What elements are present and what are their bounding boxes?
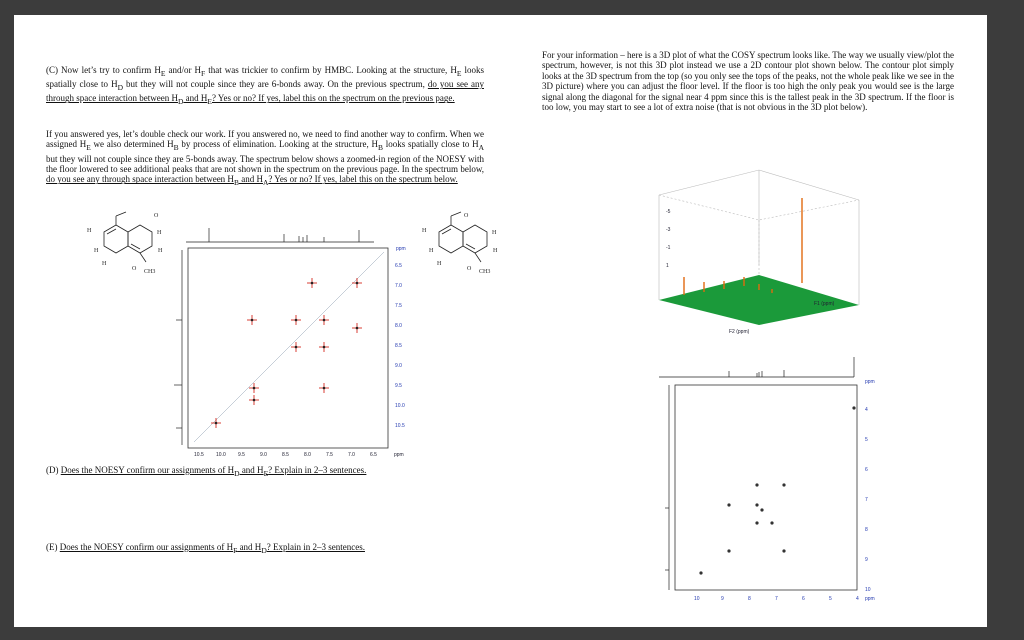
- svg-text:O: O: [132, 266, 137, 272]
- noesy-peak: [319, 315, 329, 325]
- cosy-2d-peak: [782, 549, 785, 552]
- svg-text:O: O: [154, 213, 159, 219]
- cosy-2d-peak: [755, 521, 758, 524]
- noesy-x-tick: 7.0: [348, 452, 355, 458]
- noesy-peak: [249, 395, 259, 405]
- noesy-y-tick: 7.0: [395, 283, 402, 289]
- cosy-2d-peak: [727, 549, 730, 552]
- cosy-2d-top-projection: [659, 357, 854, 377]
- cosy-2d-peak: [782, 483, 785, 486]
- noesy-x-unit: ppm: [394, 452, 404, 458]
- cosy-2d-peak: [760, 508, 763, 511]
- cosy-2d-y-tick: 6: [865, 467, 868, 473]
- cosy-3d-z-tick: -5: [666, 209, 671, 215]
- noesy-diagonal: [194, 252, 384, 442]
- noesy-peak: [307, 278, 317, 288]
- cosy-2d-y-tick: 4: [865, 407, 868, 413]
- noesy-x-tick: 9.0: [260, 452, 267, 458]
- cosy-2d-y-tick: 9: [865, 557, 868, 563]
- svg-text:H: H: [87, 228, 92, 234]
- svg-text:H: H: [157, 230, 162, 236]
- cosy-2d-x-unit: ppm: [865, 596, 875, 602]
- svg-text:H: H: [422, 228, 427, 234]
- noesy-y-unit: ppm: [396, 246, 406, 252]
- cosy-2d-y-tick: 8: [865, 527, 868, 533]
- cosy-2d-peak: [755, 503, 758, 506]
- followup-paragraph: If you answered yes, let’s double check our work. If you answered no, we need to find another way to confirm. When we assigned $H_E$ we also determined $H_B$ by process of elimination. Looking at the structure, $H_B$ looks spatially close to $H_A$ but they will not couple since they are 5-bonds away. The spectrum below shows a zoomed-in region of the NOESY with the floor lowered to see additional peaks that are not shown in the spectrum on the previous page. In the spectrum below, do you see any through space interaction between $H_B$ and $H_A$? Yes or no? If yes, label this on the spectrum below.: [46, 129, 484, 188]
- cosy-2d-x-tick: 4: [856, 596, 859, 602]
- cosy-3d-f1-label: F1 (ppm): [814, 301, 835, 307]
- document-page: [14, 15, 987, 627]
- noesy-y-tick: 10.5: [395, 423, 405, 429]
- question-d: (D) Does the NOESY confirm our assignments of $H_D$ and $H_E$? Explain in 2–3 sentences.: [46, 465, 367, 478]
- cosy-2d-peak: [852, 406, 855, 409]
- cosy-2d-y-tick: 10: [865, 587, 871, 593]
- cosy-2d-x-tick: 8: [748, 596, 751, 602]
- cosy-2d-y-unit: ppm: [865, 379, 875, 385]
- cosy-2d-y-tick: 7: [865, 497, 868, 503]
- noesy-x-tick: 10.0: [216, 452, 226, 458]
- cosy-2d-spectrum: [629, 355, 889, 605]
- noesy-x-tick: 6.5: [370, 452, 377, 458]
- molecule-structure-right: [409, 210, 509, 285]
- noesy-x-tick: 9.5: [238, 452, 245, 458]
- svg-text:H: H: [493, 248, 498, 254]
- noesy-peak: [319, 342, 329, 352]
- noesy-peak: [291, 315, 301, 325]
- noesy-y-tick: 8.5: [395, 343, 402, 349]
- noesy-x-tick: 10.5: [194, 452, 204, 458]
- info-paragraph: For your information – here is a 3D plot of what the COSY spectrum looks like. The way we usually view/plot the spectrum, however, is not this 3D plot instead we use a 2D contour plot shown below. The contour plot simply looks at the 3D spectrum from the top (so you only see the tops of the peaks, not the whole peak like we see in the 3D picture) where you can adjust the floor level. If the floor is too high the only peak you would see is the large signal along the diagonal for the signal near 4 ppm since this is the tallest peak in the 3D spectrum. If the floor is too low, you may start to see a lot of extra noise (that is not obvious in the 3D plot below).: [542, 50, 954, 113]
- cosy-2d-peak: [770, 521, 773, 524]
- cosy-3d-z-tick: 1: [666, 263, 669, 269]
- cosy-2d-x-tick: 7: [775, 596, 778, 602]
- cosy-3d-z-tick: -1: [666, 245, 671, 251]
- svg-text:H: H: [492, 230, 497, 236]
- cosy-2d-peak: [699, 571, 702, 574]
- noesy-y-tick: 9.5: [395, 383, 402, 389]
- svg-text:H: H: [94, 248, 99, 254]
- cosy-2d-left-projection: [665, 385, 669, 590]
- noesy-peak: [211, 418, 221, 428]
- noesy-peak: [352, 323, 362, 333]
- question-c-paragraph: (C) Now let’s try to confirm $H_E$ and/or $H_F$ that was trickier to confirm by HMBC. Looking at the structure, $H_E$ looks spatially close to $H_D$ but they will not couple since they are 6-bonds away. On the previous spectrum, do you see any through space interaction between $H_D$ and $H_E$? Yes or no? If yes, label this on the spectrum on the previous page.: [46, 65, 484, 107]
- cosy-3d-z-tick: -3: [666, 227, 671, 233]
- noesy-x-tick: 8.0: [304, 452, 311, 458]
- noesy-y-tick: 6.5: [395, 263, 402, 269]
- noesy-x-tick: 8.5: [282, 452, 289, 458]
- svg-text:CH3: CH3: [144, 269, 156, 275]
- cosy-3d-floor: [659, 275, 859, 325]
- molecule-structure-left: [74, 210, 174, 285]
- cosy-2d-x-tick: 10: [694, 596, 700, 602]
- cosy-3d-plot: [644, 155, 874, 340]
- svg-text:O: O: [467, 266, 472, 272]
- cosy-2d-peak: [727, 503, 730, 506]
- noesy-top-projection: [186, 228, 374, 242]
- cosy-2d-x-tick: 6: [802, 596, 805, 602]
- noesy-spectrum: [164, 220, 414, 460]
- noesy-peak: [249, 383, 259, 393]
- svg-text:H: H: [437, 261, 442, 267]
- cosy-2d-peak: [755, 483, 758, 486]
- cosy-3d-f2-label: F2 (ppm): [729, 329, 750, 335]
- cosy-2d-plot-frame: [675, 385, 857, 590]
- noesy-peak: [319, 383, 329, 393]
- svg-text:H: H: [102, 261, 107, 267]
- noesy-y-tick: 7.5: [395, 303, 402, 309]
- cosy-2d-x-tick: 5: [829, 596, 832, 602]
- noesy-y-tick: 10.0: [395, 403, 405, 409]
- svg-text:CH3: CH3: [479, 269, 491, 275]
- noesy-peak: [247, 315, 257, 325]
- noesy-x-tick: 7.5: [326, 452, 333, 458]
- noesy-left-projection: [174, 250, 182, 445]
- noesy-peak: [352, 278, 362, 288]
- noesy-y-tick: 8.0: [395, 323, 402, 329]
- cosy-2d-x-tick: 9: [721, 596, 724, 602]
- question-e: (E) Does the NOESY confirm our assignments of $H_F$ and $H_D$? Explain in 2–3 sentences.: [46, 542, 365, 555]
- noesy-y-tick: 9.0: [395, 363, 402, 369]
- svg-text:H: H: [158, 248, 163, 254]
- svg-text:O: O: [464, 213, 469, 219]
- cosy-2d-y-tick: 5: [865, 437, 868, 443]
- svg-text:H: H: [429, 248, 434, 254]
